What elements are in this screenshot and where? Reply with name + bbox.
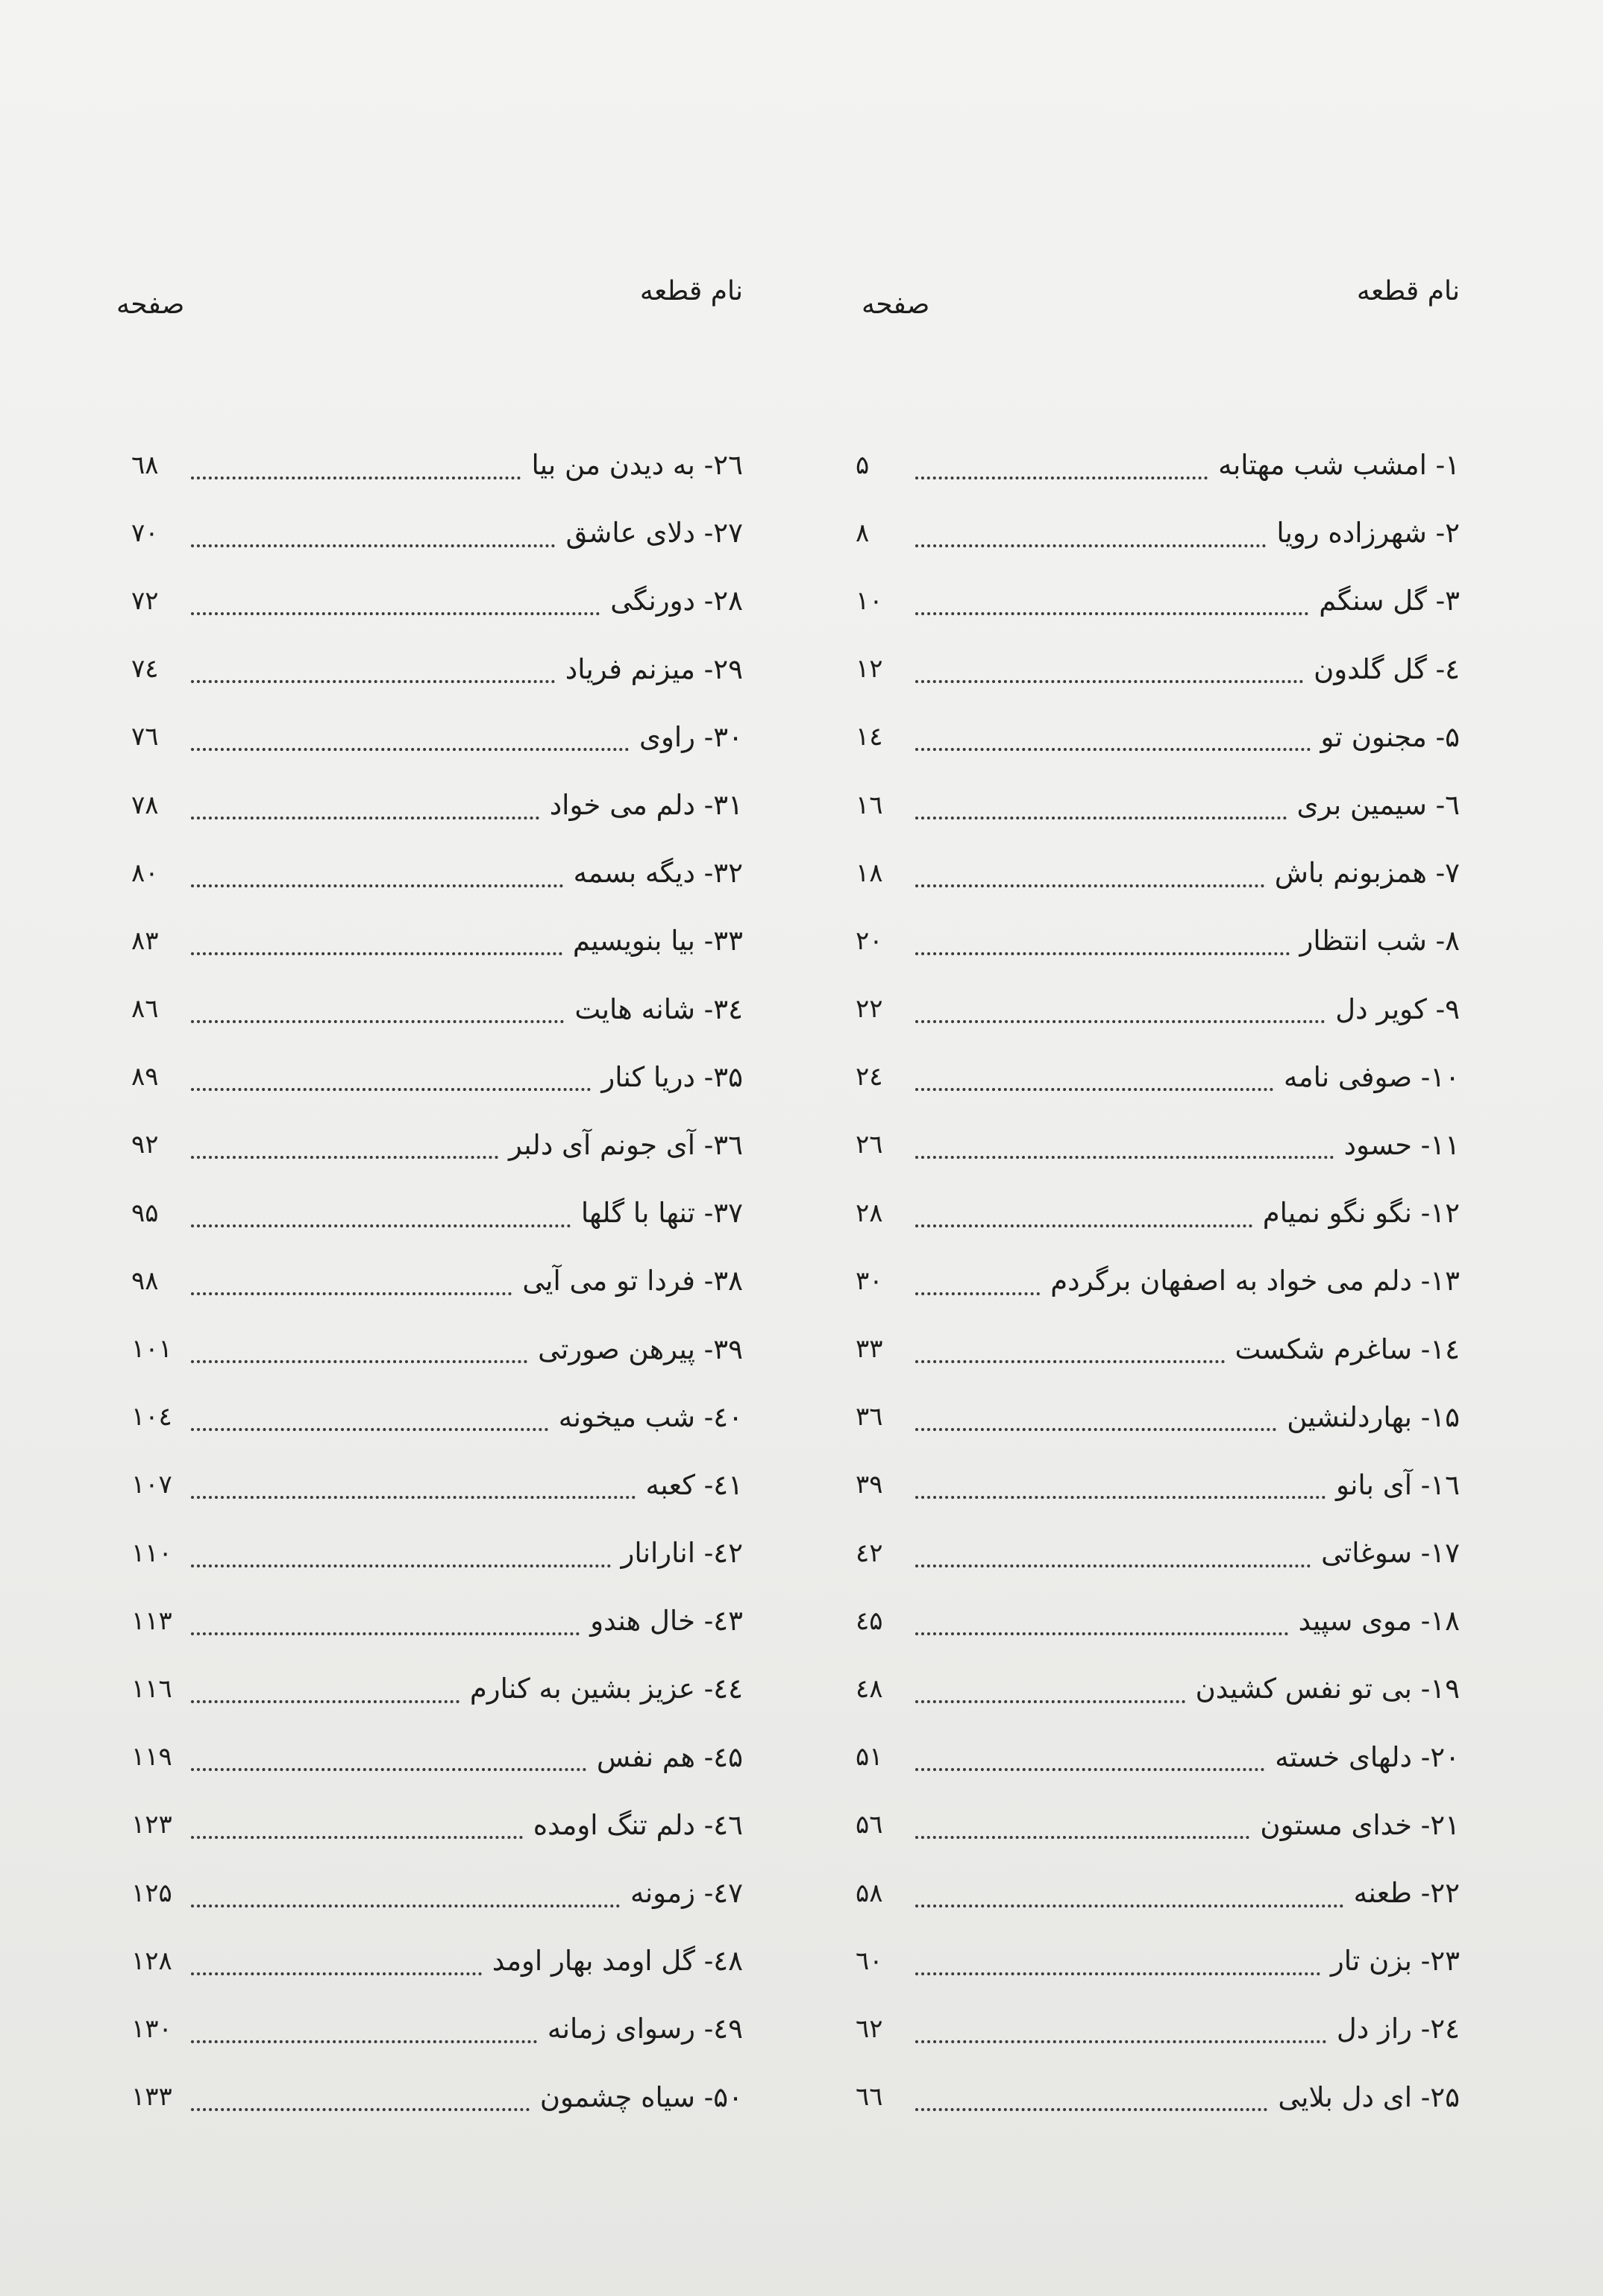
toc-entry	[131, 1519, 743, 1587]
toc-entry	[856, 635, 1460, 703]
entry-title: ۳۰- راوی	[639, 720, 743, 753]
entry-title: ٤٤- عزیز بشین به کنارم	[469, 1673, 743, 1705]
dot-leader	[191, 1700, 459, 1703]
toc-entry	[131, 1995, 743, 2063]
toc-entry	[131, 703, 743, 771]
entry-title: ۲۵- ای دل بلایی	[1278, 2080, 1460, 2113]
toc-entry	[131, 1791, 743, 1859]
entry-title: ٤۲- انارانار	[621, 1537, 743, 1570]
toc-entry	[856, 2063, 1460, 2131]
toc-entry	[131, 567, 743, 635]
entry-page-number: ٤۲	[856, 1538, 883, 1568]
entry-page-number: ٦۲	[856, 2013, 883, 2044]
entry-title: ٤۳- خال هندو	[590, 1605, 743, 1638]
entry-page-number: ۷٦	[131, 722, 159, 752]
dot-leader	[915, 1700, 1185, 1703]
toc-entry	[131, 839, 743, 907]
entry-page-number: ۲۲	[856, 994, 883, 1025]
entry-page-number: ۳۰	[856, 1265, 883, 1296]
dot-leader	[915, 748, 1311, 751]
entry-title: ٤۰- شب میخونه	[558, 1400, 743, 1433]
toc-column-right	[856, 276, 1460, 2131]
dot-leader	[915, 952, 1290, 955]
toc-entry	[856, 499, 1460, 567]
toc-entry	[856, 703, 1460, 771]
entry-page-number: ۵٦	[856, 1810, 883, 1840]
dot-leader	[191, 817, 539, 820]
dot-leader	[191, 1768, 586, 1771]
entry-title: ٤٦- دلم تنگ اومده	[533, 1808, 743, 1841]
entries-list	[856, 431, 1460, 2131]
dot-leader	[191, 1292, 512, 1295]
entry-page-number: ۱۲	[856, 654, 883, 685]
dot-leader	[191, 748, 629, 751]
entry-page-number: ۱۱۳	[131, 1605, 172, 1636]
entry-page-number: ٦۰	[856, 1946, 883, 1976]
toc-entry	[856, 1655, 1460, 1723]
dot-leader	[915, 1632, 1288, 1635]
dot-leader	[191, 1020, 564, 1023]
entry-title: ۵- مجنون تو	[1320, 720, 1460, 753]
dot-leader	[191, 1564, 611, 1567]
entry-title: ٤۱- کعبه	[645, 1468, 743, 1501]
dot-leader	[191, 612, 600, 615]
entry-page-number: ۵۸	[856, 1878, 883, 1908]
toc-entry	[131, 499, 743, 567]
entry-title: ٦- سیمین بری	[1296, 789, 1460, 822]
toc-entry	[131, 431, 743, 499]
entry-title: ۲۱- خدای مستون	[1260, 1808, 1460, 1841]
entry-page-number: ٤۸	[856, 1673, 883, 1704]
entry-page-number: ۱۰٤	[131, 1402, 172, 1432]
entry-page-number: ۳۹	[856, 1470, 883, 1500]
entry-page-number: ۷۰	[131, 518, 159, 548]
entry-page-number: ۱۲۵	[131, 1878, 172, 1908]
toc-entry	[131, 1111, 743, 1179]
toc-entry	[131, 1247, 743, 1315]
toc-entry	[131, 1655, 743, 1723]
header-page: صفحه	[116, 289, 185, 320]
entry-page-number: ۱۰۱	[131, 1334, 172, 1365]
entry-page-number: ۸۹	[131, 1062, 159, 1092]
dot-leader	[915, 1224, 1252, 1227]
dot-leader	[191, 477, 521, 479]
dot-leader	[915, 477, 1208, 479]
entry-title: ۳- گل سنگم	[1319, 585, 1460, 617]
entry-title: ۱۳- دلم می خواد به اصفهان برگردم	[1050, 1265, 1460, 1298]
entry-title: ۳۸- فردا تو می آیی	[522, 1265, 743, 1298]
entry-title: ۱۹- بی تو نفس کشیدن	[1195, 1673, 1460, 1705]
entry-page-number: ۱۲۸	[131, 1946, 172, 1976]
dot-leader	[191, 1088, 591, 1091]
entry-title: ۲٦- به دیدن من بیا	[531, 449, 743, 482]
entry-title: ۱٤- ساغرم شکست	[1235, 1333, 1460, 1365]
dot-leader	[915, 884, 1264, 887]
entry-title: ۱- امشب شب مهتابه	[1218, 449, 1460, 482]
entry-title: ۱۱- حسود	[1343, 1128, 1460, 1161]
header-title: نام قطعه	[639, 276, 743, 306]
toc-entry	[131, 635, 743, 703]
entry-title: ۱۷- سوغاتی	[1321, 1537, 1460, 1570]
toc-entry	[131, 1179, 743, 1247]
entry-page-number: ۲٦	[856, 1130, 883, 1160]
dot-leader	[191, 1632, 580, 1635]
entry-title: ۱۵- بهاردلنشین	[1287, 1400, 1460, 1433]
entry-title: ٤۵- هم نفس	[596, 1740, 743, 1773]
entry-title: ۲٤- راز دل	[1336, 2013, 1460, 2045]
entry-title: ۳۷- تنها با گلها	[580, 1197, 743, 1230]
entry-page-number: ٦۸	[131, 450, 159, 480]
entry-title: ۱۰- صوفی نامه	[1283, 1060, 1460, 1093]
toc-entry	[856, 771, 1460, 839]
entry-title: ۳٤- شانه هایت	[574, 993, 743, 1025]
dot-leader	[915, 2040, 1326, 2043]
dot-leader	[915, 1088, 1273, 1091]
toc-entry	[131, 1383, 743, 1451]
toc-entry	[131, 2063, 743, 2131]
dot-leader	[191, 544, 555, 547]
entry-title: ۳۲- دیگه بسمه	[573, 857, 743, 890]
toc-entry	[131, 1723, 743, 1791]
column-header	[116, 276, 743, 343]
entry-title: ۱۸- موی سپید	[1298, 1605, 1460, 1638]
dot-leader	[191, 1224, 571, 1227]
entry-page-number: ۸٦	[131, 994, 159, 1025]
column-header	[856, 276, 1460, 343]
entry-title: ۲- شهرزاده رویا	[1276, 517, 1460, 550]
toc-entry	[131, 771, 743, 839]
dot-leader	[915, 1292, 1040, 1295]
toc-entry	[856, 1927, 1460, 1995]
entry-title: ۷- همزبونم باش	[1274, 857, 1460, 890]
entry-page-number: ۱۱۰	[131, 1538, 172, 1568]
toc-entry	[856, 1859, 1460, 1927]
entry-title: ٤- گل گلدون	[1314, 652, 1460, 685]
toc-entry	[856, 1247, 1460, 1315]
entry-page-number: ۲٤	[856, 1062, 883, 1092]
dot-leader	[915, 1360, 1225, 1363]
entry-page-number: ۷۸	[131, 790, 159, 820]
entry-title: ۳٦- آی جونم آی دلبر	[508, 1128, 743, 1161]
toc-entry	[856, 1043, 1460, 1111]
toc-entry	[856, 1519, 1460, 1587]
toc-entry	[856, 567, 1460, 635]
dot-leader	[915, 1905, 1343, 1907]
entry-title: ۲۷- دلای عاشق	[565, 517, 743, 550]
entry-page-number: ۳٦	[856, 1402, 883, 1432]
toc-entry	[856, 1111, 1460, 1179]
entry-page-number: ۸۳	[131, 925, 159, 956]
dot-leader	[915, 817, 1287, 820]
toc-entry	[856, 1451, 1460, 1519]
toc-entry	[856, 1315, 1460, 1383]
entry-page-number: ٦٦	[856, 2082, 883, 2113]
entry-title: ٤۹- رسوای زمانه	[547, 2013, 743, 2045]
entry-title: ٤۸- گل اومد بهار اومد	[492, 1945, 743, 1978]
dot-leader	[191, 1428, 548, 1431]
entry-page-number: ۱۱۹	[131, 1742, 172, 1773]
toc-entry	[856, 907, 1460, 975]
entry-page-number: ۹۵	[131, 1198, 159, 1228]
dot-leader	[191, 1836, 523, 1839]
entry-page-number: ٤۵	[856, 1605, 883, 1636]
dot-leader	[915, 1836, 1249, 1839]
dot-leader	[915, 1768, 1264, 1771]
entry-page-number: ۱٤	[856, 722, 883, 752]
toc-entry	[856, 431, 1460, 499]
toc-entry	[131, 1315, 743, 1383]
entry-page-number: ۱٦	[856, 790, 883, 820]
toc-entry	[131, 1859, 743, 1927]
entry-title: ۸- شب انتظار	[1299, 925, 1460, 957]
toc-entry	[856, 975, 1460, 1043]
entry-title: ۱۲- نگو نگو نمیام	[1262, 1197, 1460, 1230]
dot-leader	[915, 680, 1303, 683]
toc-entry	[856, 839, 1460, 907]
dot-leader	[191, 1496, 636, 1499]
entry-page-number: ۱۳۰	[131, 2013, 172, 2044]
header-page: صفحه	[862, 289, 930, 320]
entry-title: ۳۱- دلم می خواد	[549, 789, 743, 822]
entry-title: ۲۹- میزنم فریاد	[565, 652, 743, 685]
toc-entry	[131, 907, 743, 975]
dot-leader	[191, 1972, 482, 1975]
entry-page-number: ۹۲	[131, 1130, 159, 1160]
dot-leader	[191, 952, 562, 955]
entry-title: ۱٦- آی بانو	[1336, 1468, 1460, 1501]
entry-page-number: ۸۰	[131, 858, 159, 888]
dot-leader	[915, 2108, 1267, 2111]
entry-title: ۲۸- دورنگی	[610, 585, 743, 617]
dot-leader	[915, 1020, 1325, 1023]
entry-title: ٤۷- زمونه	[630, 1877, 743, 1910]
dot-leader	[915, 1972, 1320, 1975]
entry-page-number: ۳۳	[856, 1334, 883, 1365]
toc-entry	[131, 1927, 743, 1995]
dot-leader	[191, 1156, 498, 1159]
header-title: نام قطعه	[1356, 276, 1460, 306]
toc-entry	[856, 1383, 1460, 1451]
entry-title: ۹- کویر دل	[1335, 993, 1460, 1025]
entry-page-number: ۱۳۳	[131, 2082, 172, 2113]
toc-entry	[131, 975, 743, 1043]
entry-page-number: ۱۸	[856, 858, 883, 888]
dot-leader	[915, 1428, 1276, 1431]
entry-title: ۲۰- دلهای خسته	[1275, 1740, 1460, 1773]
entry-page-number: ۲۰	[856, 925, 883, 956]
entry-title: ۳۵- دریا کنار	[601, 1060, 743, 1093]
dot-leader	[191, 884, 563, 887]
dot-leader	[915, 1564, 1311, 1567]
toc-entry	[856, 1723, 1460, 1791]
dot-leader	[191, 2040, 537, 2043]
dot-leader	[915, 612, 1308, 615]
entry-title: ۲۲- طعنه	[1353, 1877, 1460, 1910]
toc-entry	[856, 1995, 1460, 2063]
entry-page-number: ۷۲	[131, 585, 159, 616]
dot-leader	[915, 544, 1266, 547]
entry-page-number: ۷٤	[131, 654, 159, 685]
toc-entry	[856, 1587, 1460, 1655]
entry-title: ۵۰- سیاه چشمون	[539, 2080, 743, 2113]
toc-entry	[131, 1451, 743, 1519]
entry-title: ۲۳- بزن تار	[1330, 1945, 1460, 1978]
entry-page-number: ۵	[856, 450, 870, 480]
entry-page-number: ۵۱	[856, 1742, 883, 1773]
dot-leader	[191, 2108, 530, 2111]
entry-page-number: ۱۱٦	[131, 1673, 172, 1704]
entry-title: ۳۹- پیرهن صورتی	[538, 1333, 743, 1365]
entries-list	[131, 431, 743, 2131]
dot-leader	[915, 1156, 1334, 1159]
dot-leader	[191, 1905, 620, 1907]
toc-entry	[856, 1179, 1460, 1247]
toc-entry	[856, 1791, 1460, 1859]
dot-leader	[915, 1496, 1326, 1499]
toc-entry	[131, 1043, 743, 1111]
entry-page-number: ۲۸	[856, 1198, 883, 1228]
entry-page-number: ۹۸	[131, 1265, 159, 1296]
entry-page-number: ۱۰۷	[131, 1470, 172, 1500]
entry-page-number: ۱۲۳	[131, 1810, 172, 1840]
dot-leader	[191, 680, 555, 683]
entry-page-number: ۱۰	[856, 585, 883, 616]
entry-page-number: ۸	[856, 518, 870, 548]
dot-leader	[191, 1360, 527, 1363]
toc-entry	[131, 1587, 743, 1655]
entry-title: ۳۳- بیا بنویسیم	[572, 925, 743, 957]
toc-column-left	[116, 276, 743, 2131]
